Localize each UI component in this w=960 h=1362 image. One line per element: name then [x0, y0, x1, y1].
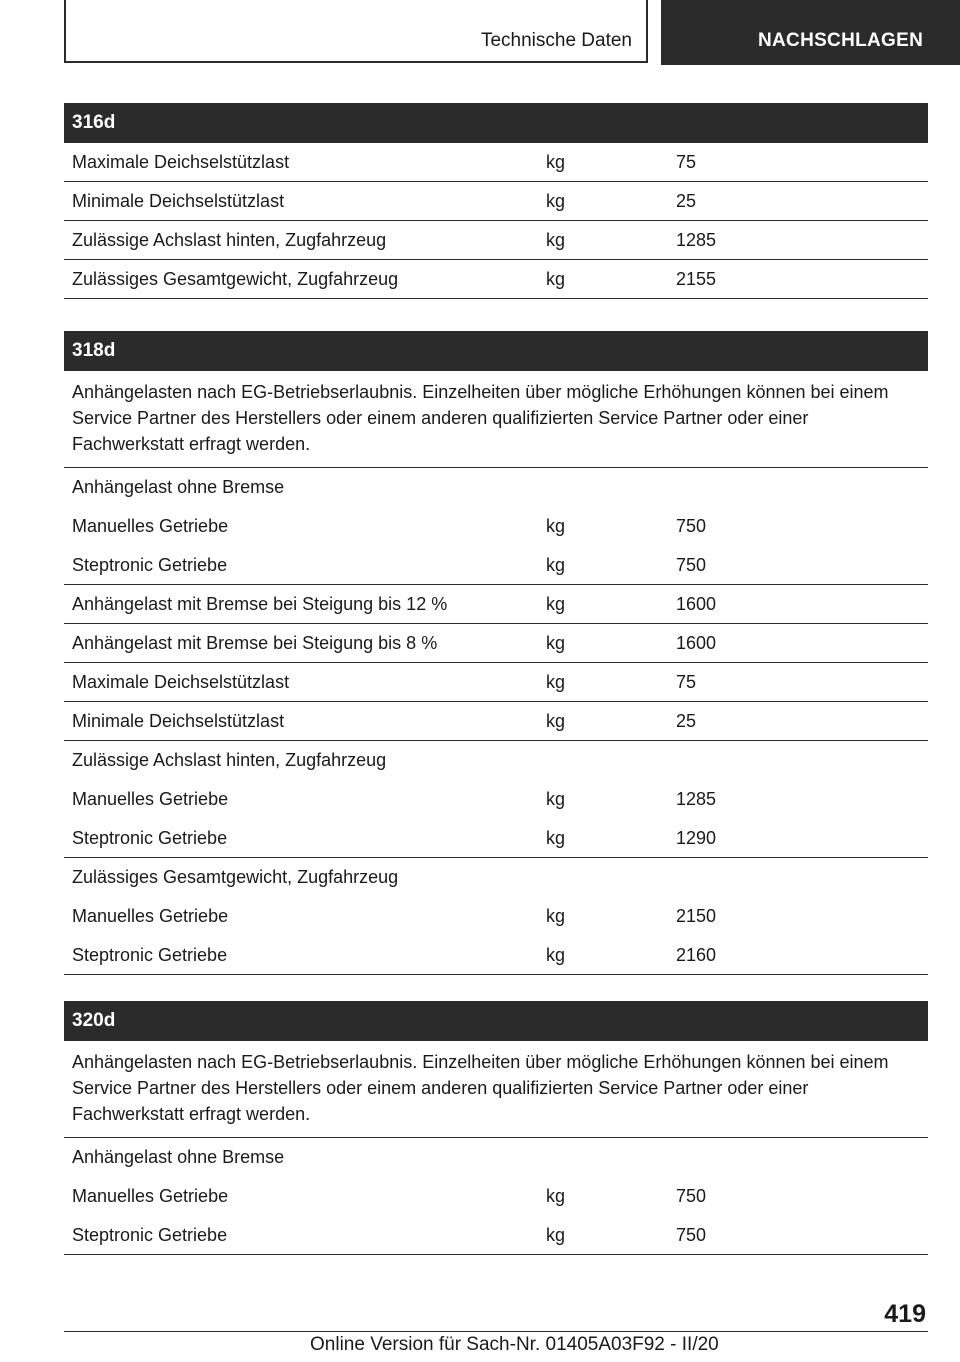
- table-316d: [64, 103, 928, 299]
- table-row: Minimale Deichselstützlast kg 25: [64, 182, 928, 221]
- table-title: 316d: [64, 103, 928, 143]
- table-320d: [64, 1001, 928, 1255]
- table-row: Anhängelast ohne Bremse: [72, 1147, 285, 1167]
- header-chapter-title: NACHSCHLAGEN: [758, 30, 924, 51]
- table-row: Steptronic Getriebe kg 750: [64, 1216, 928, 1255]
- table-row: Manuelles Getriebe kg 1285: [72, 789, 717, 809]
- table-row: Zulässige Achslast hinten, Zugfahrzeug kg 1285: [64, 221, 928, 260]
- table-row: Maximale Deichselstützlast kg 75: [64, 663, 928, 702]
- footer-divider: [64, 1331, 928, 1332]
- table-row: Zulässiges Gesamtgewicht, Zugfahrzeug: [72, 867, 399, 887]
- table-row: Steptronic Getriebe kg 750: [64, 546, 928, 585]
- table-row: Anhängelast mit Bremse bei Steigung bis 12 % kg 1600: [64, 585, 928, 624]
- header-section-tab: [64, 0, 648, 63]
- table-row: Zulässiges Gesamtgewicht, Zugfahrzeug kg 2155: [64, 260, 928, 299]
- footer-text: Online Version für Sach-Nr. 01405A03F92 - II/20: [310, 1334, 719, 1355]
- table-row: Anhängelast mit Bremse bei Steigung bis 8 % kg 1600: [64, 624, 928, 663]
- table-row: Anhängelast ohne Bremse: [72, 477, 285, 497]
- table-title: 320d: [64, 1001, 928, 1041]
- table-row: Steptronic Getriebe kg 2160: [64, 936, 928, 975]
- header-section-title: Technische Daten: [480, 30, 632, 51]
- table-note: Anhängelasten nach EG-Betriebserlaubnis. Einzelheiten über mögliche Erhöhungen können bei einem Service Partner des Herstellers oder einem anderen qualifizierten Service Partner oder einer Fachwerkstatt erfragt werden.: [64, 1041, 928, 1138]
- header-chapter-tab: [661, 0, 960, 65]
- page-number: 419: [884, 1300, 926, 1328]
- table-row: Manuelles Getriebe kg 2150: [72, 906, 717, 926]
- table-row: Minimale Deichselstützlast kg 25: [64, 702, 928, 741]
- table-note: Anhängelasten nach EG-Betriebserlaubnis. Einzelheiten über mögliche Erhöhungen können bei einem Service Partner des Herstellers oder einem anderen qualifizierten Service Partner oder einer Fachwerkstatt erfragt werden.: [64, 371, 928, 468]
- table-title: 318d: [64, 331, 928, 371]
- table-row: Steptronic Getriebe kg 1290: [64, 819, 928, 858]
- table-row: Zulässige Achslast hinten, Zugfahrzeug: [72, 750, 387, 770]
- table-row: Manuelles Getriebe kg 750: [72, 1186, 707, 1206]
- table-row: Maximale Deichselstützlast kg 75: [64, 143, 928, 182]
- table-318d: [64, 331, 928, 975]
- table-row: Manuelles Getriebe kg 750: [72, 516, 707, 536]
